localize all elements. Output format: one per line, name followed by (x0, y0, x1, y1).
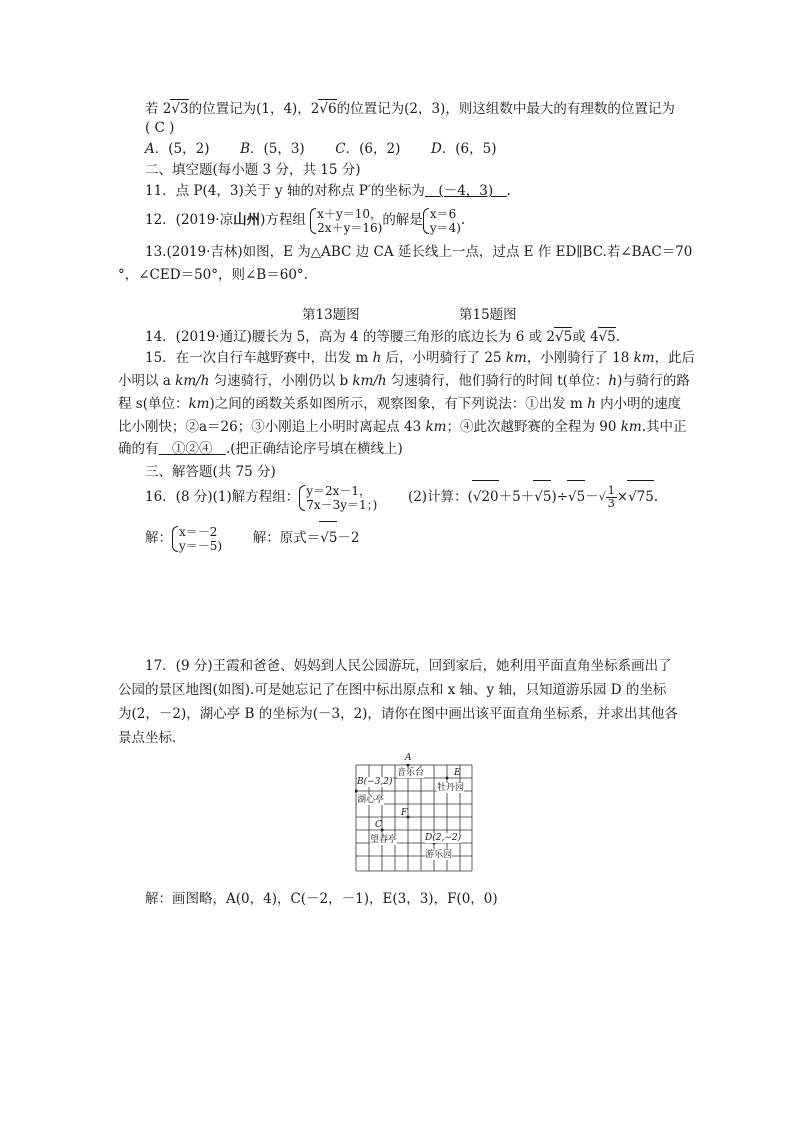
option-a-letter: A (145, 141, 155, 157)
q15-line5: 确的有 ①②④ .(把正确结论序号填在横线上) (118, 441, 403, 457)
fig13-caption: 第13题图 (302, 307, 360, 323)
q13-line1: 13.(2019·吉林)如图，E 为△ABC 边 CA 延长线上一点，过点 E 作 ED∥BC.若∠BAC＝70 (145, 244, 693, 260)
map-amusement-park: 游乐园 (425, 850, 453, 860)
q17-answer: 解：画图略，A(0，4)，C(－2，－1)，E(3，3)，F(0，0) (145, 891, 498, 907)
map-spring-pavilion: 望春亭 (370, 835, 398, 845)
q17-line1: 17．(9 分)王霞和爸爸、妈妈到人民公园游玩，回到家后，她利用平面直角坐标系画出了 (145, 658, 672, 674)
map-point-e: E (454, 768, 461, 778)
q11-answer: (－4，3) (424, 183, 507, 199)
map-point-d: D(2,−2) (425, 833, 462, 843)
map-peony-garden: 牡丹园 (437, 783, 465, 793)
option-a: ．(5，2) (154, 141, 210, 157)
q15-answer: ①②④ (158, 441, 226, 457)
option-c-letter: C (335, 141, 346, 157)
q12-solution: x＝6 y＝4 ) (423, 207, 461, 235)
q12-system: x＋y＝10， 2x＋y＝16 ) (310, 207, 382, 235)
option-b-letter: B (240, 141, 250, 157)
section-2-heading: 二、填空题(每小题 3 分，共 15 分) (145, 162, 361, 178)
q17-line4: 景点坐标． (118, 730, 186, 746)
sqrt-3: √3 (171, 101, 189, 117)
map-point-b: B(−3,2) (357, 777, 393, 787)
q14: 14．(2019·通辽)腰长为 5，高为 4 的等腰三角形的底边长为 6 或 2√5或 4√5. (145, 329, 621, 345)
fraction-sqrt-one-third: √ $\frac{1}{3}$ (598, 484, 615, 510)
q10-options (145, 140, 497, 158)
park-map-figure (355, 753, 475, 884)
q16-solutions: 解： x＝－2 y＝－5 ) 解：原式＝√5－2 (145, 521, 360, 554)
q15-line4: 比小刚快；②a＝26；③小刚追上小明时离起点 43 km；④此次越野赛的全程为 90 km.其中正 (118, 419, 687, 435)
sqrt-6: √6 (319, 101, 337, 117)
q16-system: y＝2x－1， 7x－3y＝1； ) (299, 484, 377, 512)
q17-line3: 为(2，－2)，湖心亭 B 的坐标为(－3，2)，请你在图中画出该平面直角坐标系，并求出其他各 (118, 706, 678, 722)
map-lake-pavilion: 湖心亭 (357, 795, 385, 805)
q15-line3: 程 s(单位：km)之间的函数关系如图所示，观察图象，有下列说法：①出发 m h 内小明的速度 (118, 396, 682, 412)
fig15-caption: 第15题图 (459, 307, 517, 323)
section-3-heading: 三、解答题(共 75 分) (145, 464, 276, 480)
map-point-f: F (401, 808, 408, 818)
option-b: ．(5，3) (249, 141, 305, 157)
map-music-stage: 音乐台 (397, 768, 425, 778)
q15-line2: 小明以 a km/h 匀速骑行，小刚仍以 b km/h 匀速骑行，他们骑行的时间 t(单位：h)与骑行的路 (118, 373, 690, 389)
q16-problem: 16．(8 分)(1)解方程组： y＝2x－1， 7x－3y＝1； ) (2)计算：(√20＋5＋√5)÷√5－√ $\frac{1}{3}$ ×√75. (145, 480, 658, 513)
q13-line2: °，∠CED＝50°，则∠B＝60°. (118, 267, 308, 283)
q16-solution-system: x＝－2 y＝－5 ) (172, 525, 222, 553)
q10-answer: ( C ) (145, 120, 175, 136)
q15-line1: 15．在一次自行车越野赛中，出发 m h 后，小明骑行了 25 km，小刚骑行了 18 km，此后 (145, 350, 696, 366)
q12: 12．(2019·凉山州)方程组 x＋y＝10， 2x＋y＝16 ) 的解是 x＝6 y＝4 ) . (145, 205, 465, 235)
map-point-a: A (405, 753, 412, 763)
q17-line2: 公园的景区地图(如图).可是她忘记了在图中标出原点和 x 轴、y 轴，只知道游乐园 D 的坐标 (118, 682, 667, 698)
option-d: ．(6，5) (441, 141, 497, 157)
option-d-letter: D (430, 141, 442, 157)
map-point-c: C (375, 820, 382, 830)
option-c: ．(6，2) (345, 141, 401, 157)
q10-stem: 若 2√3的位置记为(1，4)，2√6的位置记为(2，3)，则这组数中最大的有理数的位置记为 (145, 101, 675, 117)
q11: 11．点 P(4，3)关于 y 轴的对称点 P′的坐标为 (－4，3) . (145, 183, 511, 199)
